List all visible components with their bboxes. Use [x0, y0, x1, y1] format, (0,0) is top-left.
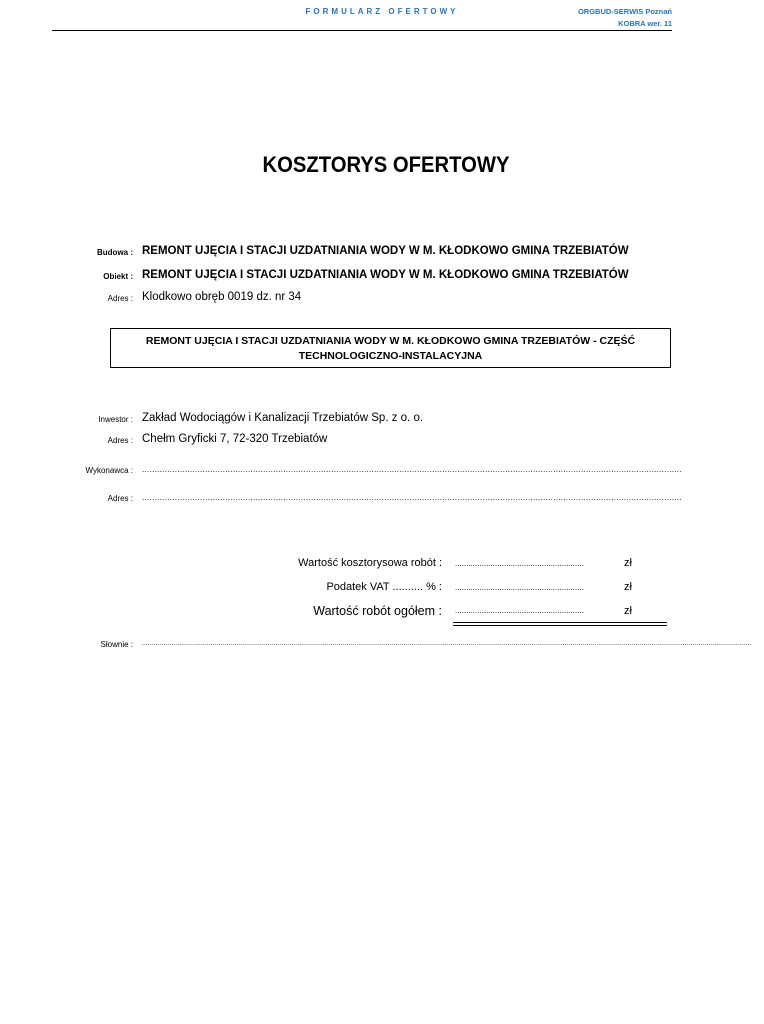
contractor-adres-label: Adres : [107, 494, 133, 503]
company-name: ORGBUD-SERWIS Poznań [577, 7, 672, 16]
wartosc-ogolem-label: Wartość robót ogółem : [313, 604, 442, 618]
investor-adres-label: Adres : [107, 436, 133, 445]
page-title: KOSZTORYS OFERTOWY [262, 152, 510, 177]
currency-label: zł [624, 557, 632, 569]
obiekt-value: REMONT UJĘCIA I STACJI UZDATNIANIA WODY W M. KŁODKOWO GMINA TRZEBIATÓW [142, 269, 629, 281]
total-double-underline [453, 622, 667, 626]
wartosc-kosztorysowa-field: .......................................................... [455, 559, 584, 568]
wartosc-kosztorysowa-label: Wartość kosztorysowa robót : [298, 557, 442, 569]
wartosc-ogolem-field: .......................................................... [455, 606, 584, 615]
inwestor-label: Inwestor : [98, 415, 133, 424]
currency-label: zł [624, 581, 632, 593]
header-right [578, 6, 672, 30]
software-version: KOBRA wer. 11 [618, 19, 672, 28]
slownie-label: Słownie : [100, 640, 133, 649]
slownie-field: ...................................................................................................................................................................................................................................................................................................................... [142, 641, 752, 647]
project-adres-value: Klodkowo obręb 0019 dz. nr 34 [142, 291, 302, 303]
wykonawca-label: Wykonawca : [85, 466, 133, 475]
budowa-value: REMONT UJĘCIA I STACJI UZDATNIANIA WODY W M. KŁODKOWO GMINA TRZEBIATÓW [142, 245, 629, 257]
inwestor-value: Zakład Wodociągów i Kanalizacji Trzebiatów Sp. z o. o. [142, 412, 424, 424]
form-title: FORMULARZ OFERTOWY [305, 7, 459, 16]
header-divider [52, 30, 672, 31]
podatek-vat-field: .......................................................... [455, 583, 584, 592]
investor-adres-value: Chełm Gryficki 7, 72-320 Trzebiatów [142, 433, 328, 445]
contractor-adres-field: ...................................................................................................................................................................................................................... [142, 493, 682, 502]
currency-label: zł [624, 605, 632, 617]
wykonawca-field: ...................................................................................................................................................................................................................... [142, 465, 682, 474]
obiekt-label: Obiekt : [103, 272, 133, 281]
podatek-vat-label: Podatek VAT .......... % : [326, 581, 442, 593]
project-description-box: REMONT UJĘCIA I STACJI UZDATNIANIA WODY W M. KŁODKOWO GMINA TRZEBIATÓW - CZĘŚĆ TECHNOLOGICZNO-INSTALACYJNA [110, 328, 671, 368]
project-adres-label: Adres : [107, 294, 133, 303]
budowa-label: Budowa : [97, 248, 133, 257]
